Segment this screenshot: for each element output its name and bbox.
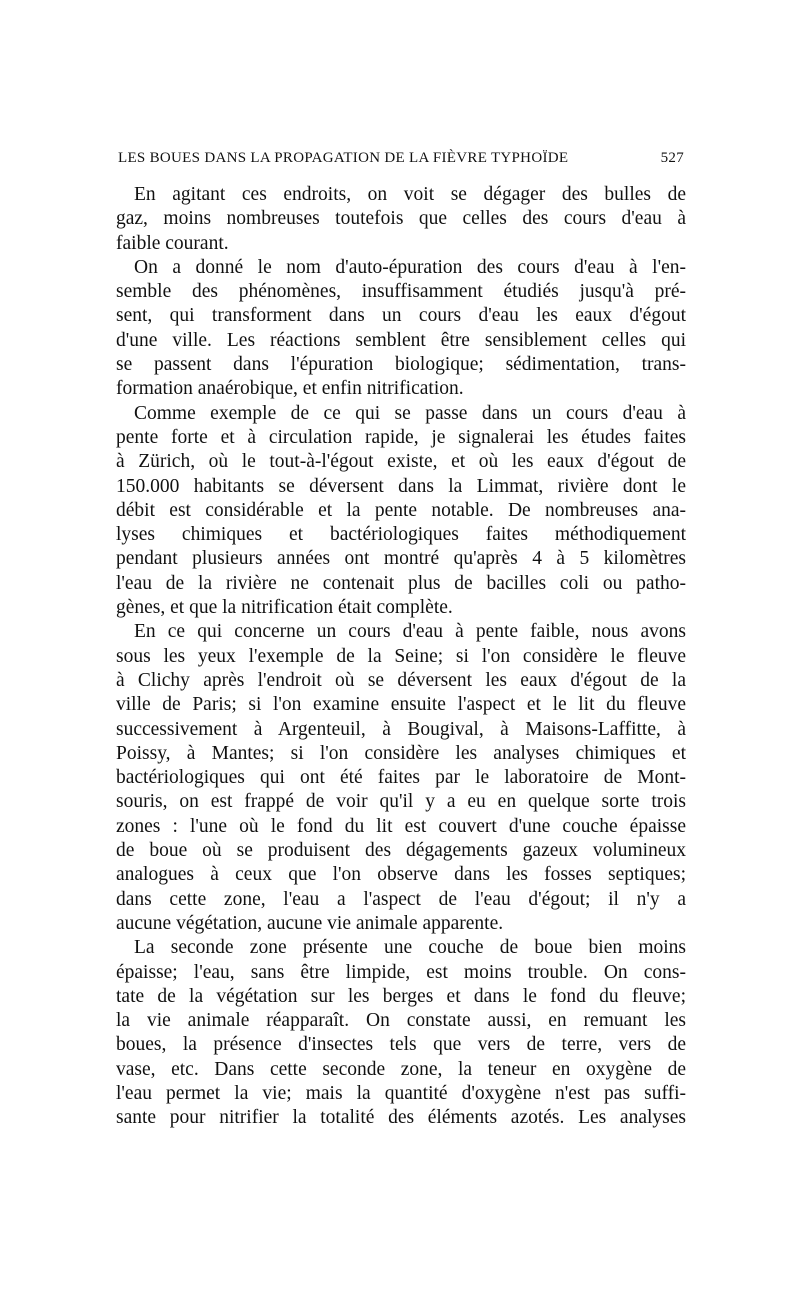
- text-line: tate de la végétation sur les berges et dans le fond du fleuve;: [116, 985, 686, 1007]
- text-line: zones : l'une où le fond du lit est couvert d'une couche épaisse: [116, 815, 686, 837]
- text-line: épaisse; l'eau, sans être limpide, est moins trouble. On cons-: [116, 961, 686, 983]
- text-line: d'une ville. Les réactions semblent être sensiblement celles qui: [116, 329, 686, 351]
- text-line: la vie animale réapparaît. On constate aussi, en remuant les: [116, 1010, 686, 1032]
- text-line: pente forte et à circulation rapide, je signalerai les études faites: [116, 426, 686, 448]
- text-line: aucune végétation, aucune vie animale apparente.: [116, 912, 504, 934]
- text-line: Poissy, à Mantes; si l'on considère les analyses chimiques et: [116, 742, 686, 764]
- text-line: dans cette zone, l'eau a l'aspect de l'eau d'égout; il n'y a: [116, 888, 686, 910]
- text-line: sent, qui transforment dans un cours d'eau les eaux d'égout: [116, 305, 686, 327]
- text-line: faible courant.: [116, 232, 229, 254]
- text-line: lyses chimiques et bactériologiques faites méthodiquement: [116, 524, 686, 546]
- text-line: formation anaérobique, et enfin nitrification.: [116, 378, 464, 400]
- text-line: On a donné le nom d'auto-épuration des cours d'eau à l'en-: [134, 256, 686, 278]
- text-line: l'eau de la rivière ne contenait plus de bacilles coli ou patho-: [116, 572, 686, 594]
- text-line: débit est considérable et la pente notable. De nombreuses ana-: [116, 499, 686, 521]
- text-line: 150.000 habitants se déversent dans la Limmat, rivière dont le: [116, 475, 686, 497]
- page-number: 527: [660, 150, 684, 166]
- text-line: bactériologiques qui ont été faites par le laboratoire de Mont-: [116, 767, 686, 789]
- text-line: l'eau permet la vie; mais la quantité d'oxygène n'est pas suffi-: [116, 1082, 686, 1104]
- text-line: Comme exemple de ce qui se passe dans un cours d'eau à: [134, 402, 686, 424]
- text-line: semble des phénomènes, insuffisamment étudiés jusqu'à pré-: [116, 281, 686, 303]
- text-line: de boue où se produisent des dégagements gazeux volumineux: [116, 840, 686, 862]
- text-line: souris, on est frappé de voir qu'il y a eu en quelque sorte trois: [116, 791, 686, 813]
- body-text: [116, 183, 686, 1131]
- text-line: boues, la présence d'insectes tels que vers de terre, vers de: [116, 1034, 686, 1056]
- text-line: gènes, et que la nitrification était complète.: [116, 597, 453, 619]
- text-line: ville de Paris; si l'on examine ensuite l'aspect et le lit du fleuve: [116, 694, 686, 716]
- text-line: En ce qui concerne un cours d'eau à pente faible, nous avons: [134, 621, 686, 643]
- text-line: pendant plusieurs années ont montré qu'après 4 à 5 kilomètres: [116, 548, 686, 570]
- text-line: à Clichy après l'endroit où se déversent les eaux d'égout de la: [116, 669, 686, 691]
- running-head-title: LES BOUES DANS LA PROPAGATION DE LA FIÈVRE TYPHOÏDE: [118, 150, 569, 166]
- text-line: En agitant ces endroits, on voit se dégager des bulles de: [134, 184, 686, 205]
- text-line: gaz, moins nombreuses toutefois que celles des cours d'eau à: [116, 208, 686, 230]
- text-line: successivement à Argenteuil, à Bougival, à Maisons-Laffitte, à: [116, 718, 686, 740]
- text-line: à Zürich, où le tout-à-l'égout existe, et où les eaux d'égout de: [116, 451, 686, 473]
- text-line: sante pour nitrifier la totalité des éléments azotés. Les analyses: [116, 1107, 686, 1129]
- text-line: analogues à ceux que l'on observe dans les fosses septiques;: [116, 864, 686, 886]
- text-line: sous les yeux l'exemple de la Seine; si l'on considère le fleuve: [116, 645, 686, 667]
- text-line: se passent dans l'épuration biologique; sédimentation, trans-: [116, 354, 686, 376]
- text-line: La seconde zone présente une couche de boue bien moins: [134, 937, 686, 959]
- text-line: vase, etc. Dans cette seconde zone, la teneur en oxygène de: [116, 1058, 686, 1080]
